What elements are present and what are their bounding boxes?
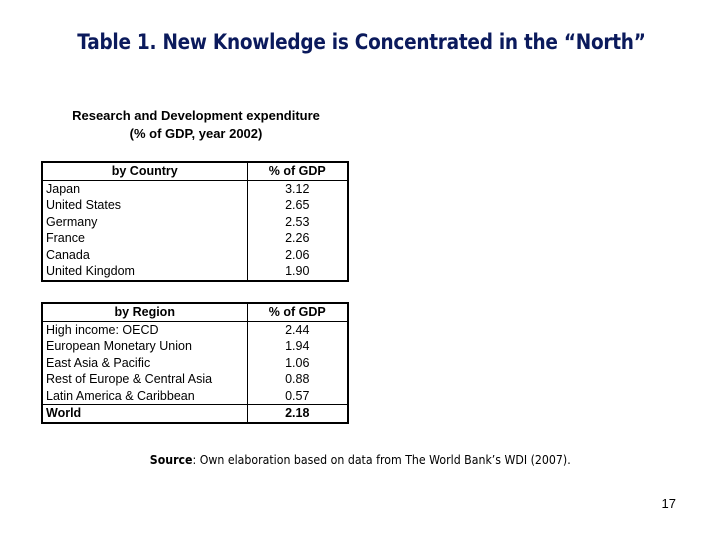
- country-value: 2.06: [247, 247, 348, 264]
- country-column-header: by Country: [42, 162, 247, 180]
- table-row: [42, 355, 348, 372]
- caption-line-2: (% of GDP, year 2002): [129, 126, 263, 141]
- region-value: 2.44: [247, 321, 348, 338]
- table-caption: [42, 107, 350, 143]
- caption-line-1: Research and Development expenditure: [72, 108, 320, 123]
- region-header-row: [42, 303, 348, 321]
- table-row: [42, 263, 348, 281]
- country-value: 2.53: [247, 214, 348, 231]
- source-label: Source: [149, 452, 193, 467]
- table-row: [42, 338, 348, 355]
- country-name: United Kingdom: [42, 263, 247, 281]
- table-row: [42, 180, 348, 197]
- country-value: 2.65: [247, 197, 348, 214]
- country-name: Japan: [42, 180, 247, 197]
- region-name: East Asia & Pacific: [42, 355, 247, 372]
- region-value: 0.57: [247, 388, 348, 405]
- table-row: [42, 321, 348, 338]
- source-text: : Own elaboration based on data from The World Bank’s WDI (2007).: [192, 452, 571, 467]
- region-name: Rest of Europe & Central Asia: [42, 371, 247, 388]
- total-row: [42, 405, 348, 423]
- country-pct-column-header: % of GDP: [247, 162, 348, 180]
- region-value: 0.88: [247, 371, 348, 388]
- country-header-row: [42, 162, 348, 180]
- country-table: [41, 161, 349, 282]
- country-name: France: [42, 230, 247, 247]
- table-row: [42, 388, 348, 405]
- page-number: 17: [661, 496, 676, 511]
- country-value: 2.26: [247, 230, 348, 247]
- table-row: [42, 371, 348, 388]
- table-row: [42, 214, 348, 231]
- source-note: [43, 452, 677, 467]
- region-value: 1.06: [247, 355, 348, 372]
- table-row: [42, 230, 348, 247]
- slide-title: Table 1. New Knowledge is Concentrated in the “North”: [77, 30, 646, 54]
- region-pct-column-header: % of GDP: [247, 303, 348, 321]
- total-name: World: [42, 405, 247, 423]
- region-name: Latin America & Caribbean: [42, 388, 247, 405]
- country-name: United States: [42, 197, 247, 214]
- country-value: 3.12: [247, 180, 348, 197]
- country-name: Canada: [42, 247, 247, 264]
- region-table: [41, 302, 349, 424]
- region-name: High income: OECD: [42, 321, 247, 338]
- country-name: Germany: [42, 214, 247, 231]
- country-value: 1.90: [247, 263, 348, 281]
- region-name: European Monetary Union: [42, 338, 247, 355]
- table-row: [42, 197, 348, 214]
- total-value: 2.18: [247, 405, 348, 423]
- table-row: [42, 247, 348, 264]
- region-value: 1.94: [247, 338, 348, 355]
- region-column-header: by Region: [42, 303, 247, 321]
